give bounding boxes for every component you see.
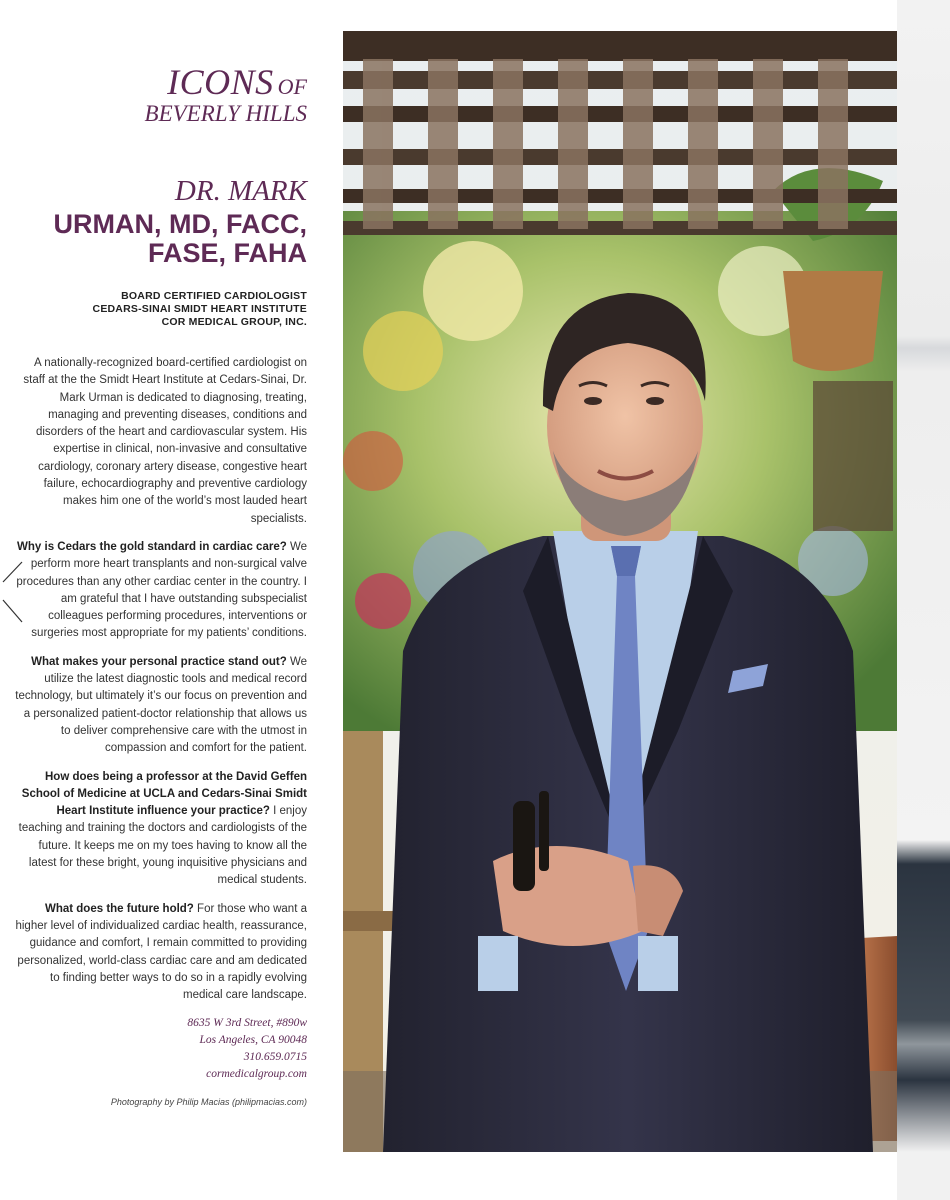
paragraph-question: What does the future hold?	[44, 902, 194, 915]
series-title	[14, 64, 307, 125]
contact-phone[interactable]: 310.659.0715	[243, 1051, 307, 1064]
credential-line: COR MEDICAL GROUP, INC.	[161, 316, 307, 328]
paragraph-answer: I enjoy teaching and training the doctors and cardiologists of the future. It keeps me on my toes having to know all the latest for these bright, young inquisitive physicians and medical students.	[18, 805, 307, 887]
doctor-name	[14, 210, 307, 268]
contact-street: 8635 W 3rd Street, #890w	[187, 1017, 307, 1030]
series-title-word: ICONS	[167, 62, 274, 102]
doctor-name-line: URMAN, MD, FACC,	[53, 209, 307, 239]
article-paragraph	[14, 654, 307, 758]
article-paragraph	[14, 901, 307, 1005]
portrait-illustration	[343, 31, 897, 1152]
paragraph-answer: For those who want a higher level of individualized cardiac health, reassurance, guidance and comfort, I remain committed to providing personalized, world-class cardiac care and am dedicated to finding better ways to do so in a rapidly evolving medical care landscape.	[15, 902, 307, 1002]
paragraph-question: What makes your personal practice stand out?	[31, 655, 287, 668]
contact-city: Los Angeles, CA 90048	[199, 1034, 307, 1047]
article-paragraph	[14, 539, 307, 643]
series-title-location: BEVERLY HILLS	[144, 101, 307, 126]
paragraph-question: How does being a professor at the David Geffen School of Medicine at UCLA and Cedars-Sinai Smidt Heart Institute influence your practice?	[21, 770, 307, 818]
article-column	[14, 64, 307, 1107]
photo-credit: Photography by Philip Macias (philipmacias.com)	[110, 1097, 307, 1108]
paragraph-answer: We perform more heart transplants and non-surgical valve procedures than any other cardiac center in the country. I am grateful that I have outstanding subspecialist colleagues performing procedures, interventions or surgeries most appropriate for my patients’ conditions.	[16, 540, 307, 640]
doctor-first-name: DR. MARK	[174, 175, 307, 207]
contact-website-link[interactable]: cormedicalgroup.com	[206, 1068, 307, 1081]
credential-line: BOARD CERTIFIED CARDIOLOGIST	[121, 290, 307, 302]
article-body	[14, 355, 307, 1004]
credentials	[14, 290, 307, 329]
doctor-name-line: FASE, FAHA	[147, 238, 307, 268]
credential-line: CEDARS-SINAI SMIDT HEART INSTITUTE	[92, 303, 307, 315]
series-title-of: OF	[277, 74, 307, 99]
contact-block	[14, 1015, 307, 1083]
portrait-photo	[343, 31, 897, 1152]
paragraph-text: A nationally-recognized board-certified cardiologist on staff at the the Smidt Heart Institute at Cedars-Sinai, Dr. Mark Urman is dedicated to diagnosing, treating, managing and preventing diseases, conditions and disorders of the heart and cardiovascular system. His expertise in clinical, non-invasive and consultative cardiology, coronary artery disease, congestive heart failure, echocardiography and preventive cardiology makes him one of the world’s most lauded heart specialists.	[23, 357, 307, 525]
paragraph-question: Why is Cedars the gold standard in cardiac care?	[17, 540, 287, 553]
article-paragraph	[14, 769, 307, 890]
paragraph-answer: We utilize the latest diagnostic tools and medical record technology, but ultimately it’s our focus on prevention and a personalized patient-doctor relationship that allows us to deliver comprehensive care with the utmost in compassion and comfort for the patient.	[15, 655, 307, 755]
article-paragraph	[14, 355, 307, 528]
next-page-edge	[897, 0, 950, 1200]
